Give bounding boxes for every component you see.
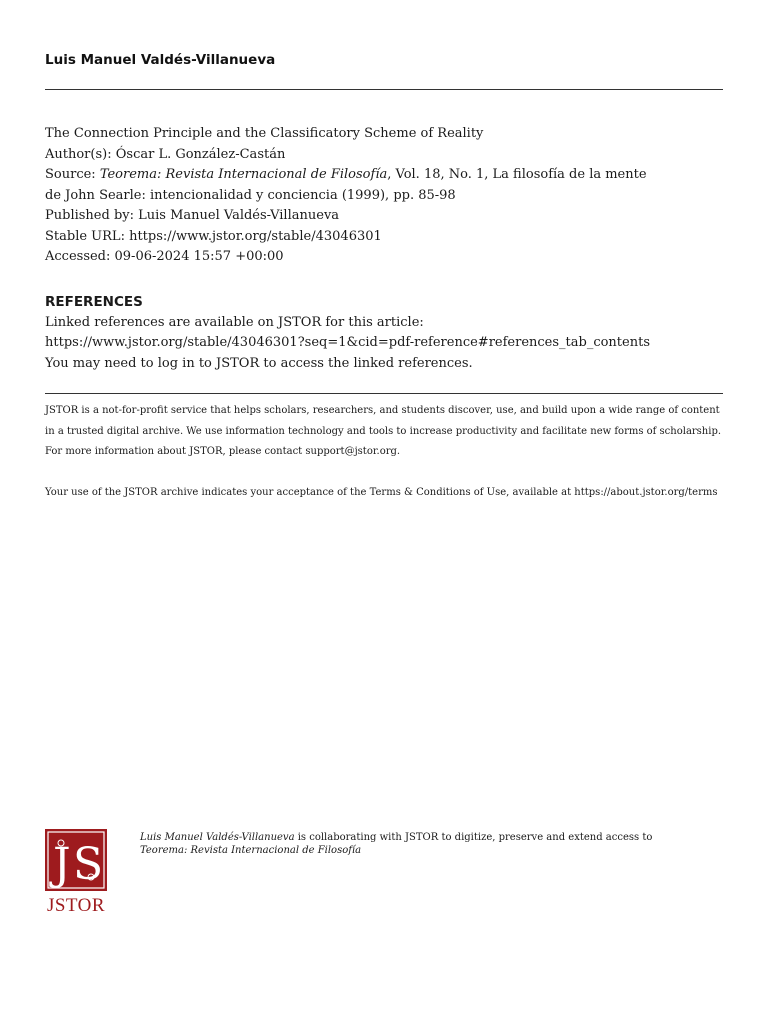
header-divider: [45, 89, 723, 90]
author-name: Óscar L. González-Castán: [115, 146, 286, 162]
notice-paragraph-2: Your use of the JSTOR archive indicates your acceptance of the Terms & Conditions of Use, available at https://about.jstor.org/terms: [45, 486, 718, 498]
references-section: [45, 292, 650, 374]
collab-publisher: Luis Manuel Valdés-Villanueva: [140, 832, 295, 843]
article-title: The Connection Principle and the Classificatory Scheme of Reality: [45, 126, 484, 141]
references-divider: [45, 393, 723, 394]
jstor-logo-text: JSTOR: [46, 895, 106, 916]
references-link[interactable]: https://www.jstor.org/stable/43046301?seq=1&cid=pdf-reference#references_tab_contents: [45, 335, 650, 350]
source-line: [45, 165, 647, 186]
references-intro: Linked references are available on JSTOR for this article:: [45, 314, 424, 330]
svg-text:J: J: [53, 839, 71, 890]
svg-text:S: S: [73, 839, 104, 890]
source-details: , Vol. 18, No. 1, La filosofía de la mente: [387, 167, 647, 182]
notice-paragraph-1: JSTOR is a not-for-profit service that helps scholars, researchers, and students discover, use, and build upon a wide range of content in a trusted digital archive. We use information technology and tools to increase productivity and facilitate new forms of scholarship. For more information about JSTOR, please contact support@jstor.org.: [45, 405, 722, 457]
published-by: Published by: Luis Manuel Valdés-Villanueva: [45, 208, 340, 223]
stable-url[interactable]: Stable URL: https://www.jstor.org/stable/43046301: [45, 228, 382, 244]
author-line: [45, 145, 647, 166]
article-metadata: [45, 124, 647, 268]
publisher-name: Luis Manuel Valdés-Villanueva: [45, 52, 276, 68]
references-login-note: You may need to log in to JSTOR to access the linked references.: [45, 355, 473, 371]
jstor-logo-icon: [45, 829, 107, 891]
collab-text: is collaborating with JSTOR to digitize, preserve and extend access to: [294, 832, 653, 843]
source-line-2: de John Searle: intencionalidad y conciencia (1999), pp. 85-98: [45, 187, 456, 203]
source-label: Source:: [45, 167, 100, 182]
jstor-notice: [45, 401, 723, 503]
references-heading: REFERENCES: [45, 294, 143, 310]
author-label: Author(s):: [45, 146, 116, 162]
journal-title: Teorema: Revista Internacional de Filosofía: [99, 167, 388, 182]
accessed-date: Accessed: 09-06-2024 15:57 +00:00: [45, 249, 284, 264]
collab-journal: Teorema: Revista Internacional de Filosofía: [140, 845, 362, 856]
jstor-logo: [45, 829, 107, 917]
collaboration-note: [140, 831, 700, 857]
